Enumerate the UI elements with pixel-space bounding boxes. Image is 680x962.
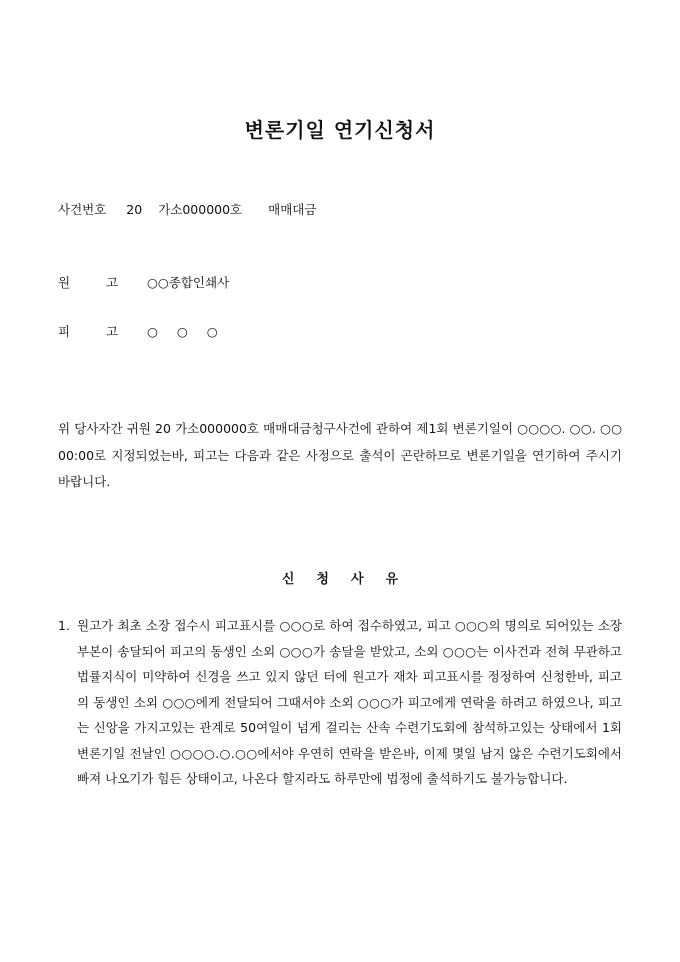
plaintiff-label-first: 원 [58,275,71,290]
defendant-name: ○○○ [146,324,237,339]
body-paragraph: 위 당사자간 귀원 20 가소000000호 매매대금청구사건에 관하여 제1회 변론기일이 ○○○○. ○○. ○○ 00:00로 지정되었는바, 피고는 다음과 같은 사정으로 출석이 곤란하므로 변론기일을 연기하여 주시기 바랍니다. [58,421,622,489]
section-heading: 신청사유 [281,572,421,587]
defendant-line [58,322,237,340]
defendant-label-second: 고 [105,324,119,339]
case-number-label: 사건번호 [58,202,107,217]
plaintiff-line [58,273,229,291]
plaintiff-label-second: 고 [105,275,119,290]
defendant-label-first: 피 [58,324,71,339]
case-number: 가소000000호 [158,202,243,217]
case-info-line [58,200,316,218]
reason-text: 원고가 최초 소장 접수시 피고표시를 ○○○로 하여 접수하였고, 피고 ○○○의 명의로 되어있는 소장 부본이 송달되어 피고의 동생인 소외 ○○○가 송달을 받았고, 소외 ○○○는 이사건과 전혀 무관하고 법률지식이 미약하여 신경을 쓰고 있지 않던 터에 원고가 재차 피고표시를 정정하여 신청한바, 피고의 동생인 소외 ○○○에게 전달되어 그때서야 소외 ○○○가 피고에게 연락을 하려고 하였으나, 피고는 신앙을 가지고있는 관계로 50여일이 넘게 걸리는 산속 수련기도회에 참석하고있는 상태에서 1회 변론기일 전날인 ○○○○.○.○○에서야 우연히 연락을 받은바, 이제 몇일 남지 않은 수련기도회에서 빠져 나오기가 힘든 상태이고, 나온다 할지라도 하루만에 법정에 출석하기도 불가능합니다. [77,618,622,786]
document-title: 변론기일 연기신청서 [244,118,436,142]
reason-number: 1. [58,618,70,633]
case-year: 20 [126,202,143,217]
case-name: 매매대금 [268,202,317,217]
reason-item [58,613,622,792]
plaintiff-name: ○○종합인쇄사 [146,275,230,290]
